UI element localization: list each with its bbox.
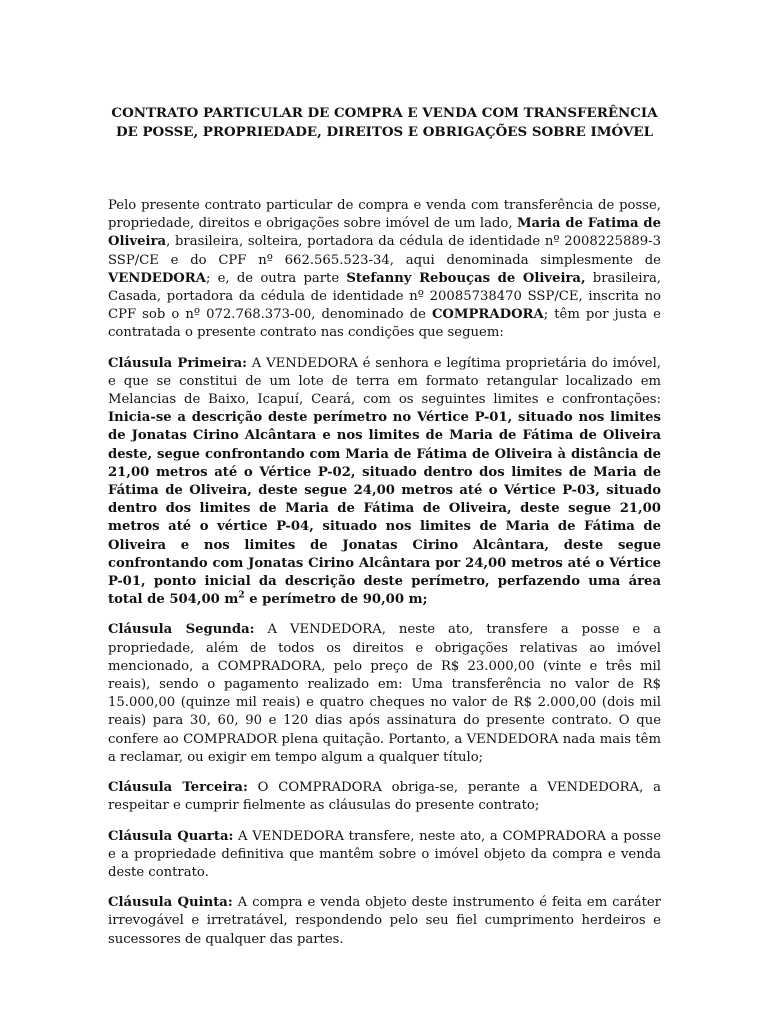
preamble-text-5: ; têm por justa e contratada o presente contrato nas condições que seguem: [108, 307, 661, 341]
clause-4-label: Cláusula Quarta: [108, 828, 234, 844]
clause-4 [108, 828, 661, 883]
clause-5 [108, 894, 661, 949]
preamble-paragraph [108, 197, 661, 343]
seller-name: Maria de Fatima de Oliveira [108, 216, 661, 250]
clause-3-text: O COMPRADORA obriga-se, perante a VENDEDORA, a respeitar e cumprir fielmente as cláusulas do presente contrato; [108, 780, 661, 814]
preamble-text-2: , brasileira, solteira, portadora da cédula de identidade nº 2008225889-3 SSP/CE e do CPF nº 662.565.523-34, aqui denominada simplesmente de [108, 234, 661, 268]
buyer-name: Stefanny Rebouças de Oliveira, [346, 270, 586, 286]
clause-1-superscript: 2 [238, 590, 245, 601]
clause-3-label: Cláusula Terceira: [108, 780, 248, 796]
clause-5-text: A compra e venda objeto deste instrumento é feita em caráter irrevogável e irretratável, respondendo pelo seu fiel cumprimento herdeiros e sucessores de qualquer das partes. [108, 895, 661, 947]
clause-4-text: A VENDEDORA transfere, neste ato, a COMPRADORA a posse e a propriedade definitiva que mantêm sobre o imóvel objeto da compra e venda deste contrato. [108, 828, 661, 880]
clause-1-perimeter-end: e perímetro de 90,00 m; [244, 592, 428, 608]
clause-2 [108, 621, 661, 767]
clause-2-text: A VENDEDORA, neste ato, transfere a posse e a propriedade, além de todos os direitos e obrigações relativas ao imóvel mencionado, a COMPRADORA, pelo preço de R$ 23.000,00 (vinte e três mil reais), sendo o pagamento realizado em: Uma transferência no valor de R$ 15.000,00 (quinze mil reais) e quatro cheques no valor de R$ 2.000,00 (dois mil reais) para 30, 60, 90 e 120 dias após assinatura do presente contrato. O que confere ao COMPRADOR plena quitação. Portanto, a VENDEDORA nada mais têm a reclamar, ou exigir em tempo algum a qualquer título; [108, 622, 661, 765]
preamble-text-1: Pelo presente contrato particular de compra e venda com transferência de posse, propriedade, direitos e obrigações sobre imóvel de um lado, [108, 198, 661, 232]
buyer-role: COMPRADORA [431, 307, 544, 323]
clause-1-perimeter: Inicia-se a descrição deste perímetro no Vértice P-01, situado nos limites de Jonatas Cirino Alcântara e nos limites de Maria de Fátima de Oliveira deste, segue confrontando com Maria de Fátima de Oliveira à distância de 21,00 metros até o Vértice P-02, situado dentro dos limites de Maria de Fátima de Oliveira, deste segue 24,00 metros até o Vértice P-03, situado dentro dos limites de Maria de Fátima de Oliveira, deste segue 21,00 metros até o vértice P-04, situado nos limites de Maria de Fátima de Oliveira e nos limites de Jonatas Cirino Alcântara, deste segue confrontando com Jonatas Cirino Alcântara por 24,00 metros até o Vértice P-01, ponto inicial da descrição deste perímetro, perfazendo uma área total de 504,00 m [108, 410, 661, 608]
preamble-text-4: brasileira, Casada, portadora da cédula de identidade nº 20085738470 SSP/CE, inscrita no CPF sob o nº 072.768.373-00, denominado de [108, 270, 661, 323]
clause-1-text: A VENDEDORA é senhora e legítima proprietária do imóvel, e que se constitui de um lote de terra em formato retangular localizado em Melancias de Baixo, Icapuí, Ceará, com os seguintes limites e confrontações: [108, 355, 661, 408]
contract-page [108, 104, 661, 961]
contract-title: CONTRATO PARTICULAR DE COMPRA E VENDA COM TRANSFERÊNCIA DE POSSE, PROPRIEDADE, DIREITOS E OBRIGAÇÕES SOBRE IMÓVEL [111, 105, 658, 140]
clause-1-label: Cláusula Primeira: [108, 355, 247, 371]
clause-5-label: Cláusula Quinta: [108, 895, 233, 911]
clause-3 [108, 779, 661, 815]
seller-role: VENDEDORA [108, 270, 206, 286]
preamble-text-3: ; e, de outra parte [205, 270, 347, 286]
clause-1 [108, 355, 661, 610]
clause-2-label: Cláusula Segunda: [108, 622, 255, 638]
